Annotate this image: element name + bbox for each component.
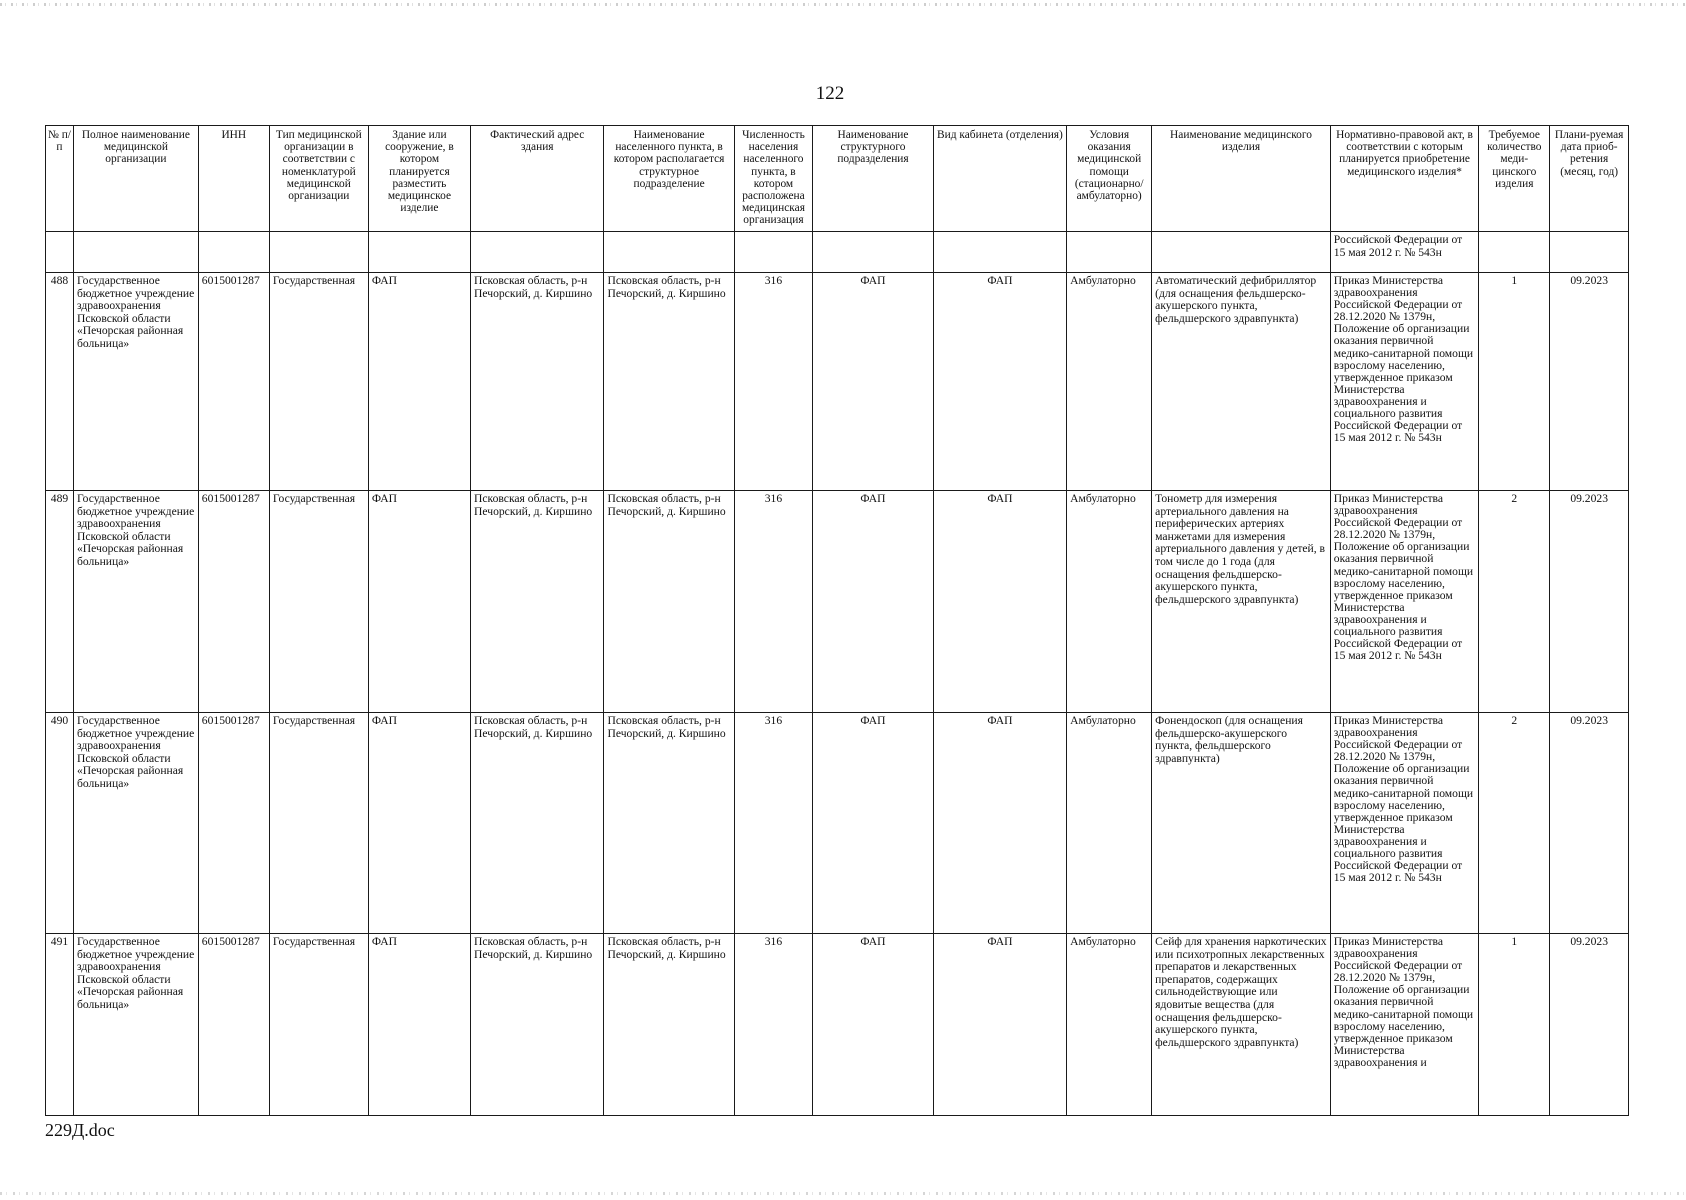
row-conditions: Амбулаторно: [1067, 934, 1152, 1116]
header-conditions: Условия оказания медицинской помощи (стационарно/ амбулаторно): [1067, 126, 1152, 232]
row-cabinet: ФАП: [933, 934, 1066, 1116]
header-cabinet: Вид кабинета (отделения): [933, 126, 1066, 232]
row-building: ФАП: [368, 713, 470, 934]
header-quantity: Требуемое количество меди-цинского изделия: [1479, 126, 1550, 232]
page-number: 122: [815, 83, 845, 104]
row-organization: Государственное бюджетное учреждение здравоохранения Псковской области «Печорская районная больница»: [73, 273, 198, 491]
row-building: ФАП: [368, 934, 470, 1116]
row-quantity: 2: [1479, 713, 1550, 934]
table-row: [46, 273, 1629, 491]
table-row: [46, 713, 1629, 934]
row-organization: Государственное бюджетное учреждение здравоохранения Псковской области «Печорская районная больница»: [73, 713, 198, 934]
row-organization: Государственное бюджетное учреждение здравоохранения Псковской области «Печорская районная больница»: [73, 491, 198, 713]
row-legal-act: Приказ Министерства здравоохранения Российской Федерации от 28.12.2020 № 1379н, Положение об организации оказания первичной медико-санитарной помощи взрослому населению, утвержденное приказом Министерства здравоохранения и: [1330, 934, 1479, 1116]
row-cabinet: ФАП: [933, 491, 1066, 713]
row-org-type: Государственная: [269, 713, 368, 934]
row-num: 491: [46, 934, 74, 1116]
table-row: [46, 934, 1629, 1116]
row-address: Псковская область, р-н Печорский, д. Киршино: [471, 713, 604, 934]
row-settlement: Псковская область, р-н Печорский, д. Киршино: [604, 934, 734, 1116]
row-date: 09.2023: [1550, 934, 1629, 1116]
header-org-type: Тип медицинской организации в соответствии с номенклатурой медицинской организации: [269, 126, 368, 232]
row-building: ФАП: [368, 491, 470, 713]
header-population: Численность населения населенного пункта, в котором расположена медицинская организация: [734, 126, 813, 232]
row-population: 316: [734, 491, 813, 713]
row-inn: 6015001287: [198, 934, 269, 1116]
row-address: Псковская область, р-н Печорский, д. Киршино: [471, 273, 604, 491]
header-num: № п/п: [46, 126, 74, 232]
row-org-type: Государственная: [269, 273, 368, 491]
row-conditions: Амбулаторно: [1067, 491, 1152, 713]
header-subdivision: Наименование структурного подразделения: [813, 126, 934, 232]
header-inn: ИНН: [198, 126, 269, 232]
row-quantity: 1: [1479, 934, 1550, 1116]
continuation-legal-act: Российской Федерации от 15 мая 2012 г. № 543н: [1330, 232, 1479, 273]
scan-artifact-bottom: [0, 1192, 1686, 1195]
row-org-type: Государственная: [269, 934, 368, 1116]
row-num: 490: [46, 713, 74, 934]
row-subdivision: ФАП: [813, 934, 934, 1116]
row-device: Сейф для хранения наркотических или психотропных лекарственных препаратов и лекарственных препаратов, содержащих сильнодействующие или ядовитые вещества (для оснащения фельдшерско-акушерского пункта, фельдшерского здравпункта): [1152, 934, 1331, 1116]
row-conditions: Амбулаторно: [1067, 273, 1152, 491]
row-inn: 6015001287: [198, 273, 269, 491]
header-row: [46, 126, 1629, 232]
header-building: Здание или сооружение, в котором планируется разместить медицинское изделие: [368, 126, 470, 232]
row-subdivision: ФАП: [813, 273, 934, 491]
header-settlement: Наименование населенного пункта, в котором располагается структурное подразделение: [604, 126, 734, 232]
row-conditions: Амбулаторно: [1067, 713, 1152, 934]
row-device: Тонометр для измерения артериального давления на периферических артериях манжетами для измерения артериального давления у детей, в том числе до 1 года (для оснащения фельдшерско-акушерского пункта, фельдшерского здравпункта): [1152, 491, 1331, 713]
row-subdivision: ФАП: [813, 713, 934, 934]
header-organization: Полное наименование медицинской организации: [73, 126, 198, 232]
header-device: Наименование медицинского изделия: [1152, 126, 1331, 232]
row-organization: Государственное бюджетное учреждение здравоохранения Псковской области «Печорская районная больница»: [73, 934, 198, 1116]
row-settlement: Псковская область, р-н Печорский, д. Киршино: [604, 713, 734, 934]
row-address: Псковская область, р-н Печорский, д. Киршино: [471, 934, 604, 1116]
row-legal-act: Приказ Министерства здравоохранения Российской Федерации от 28.12.2020 № 1379н, Положение об организации оказания первичной медико-санитарной помощи взрослому населению, утвержденное приказом Министерства здравоохранения и социального развития Российской Федерации от 15 мая 2012 г. № 543н: [1330, 273, 1479, 491]
continuation-row: [46, 232, 1629, 273]
row-org-type: Государственная: [269, 491, 368, 713]
row-subdivision: ФАП: [813, 491, 934, 713]
row-quantity: 1: [1479, 273, 1550, 491]
header-date: Плани-руемая дата приоб-ретения (месяц, год): [1550, 126, 1629, 232]
row-quantity: 2: [1479, 491, 1550, 713]
row-inn: 6015001287: [198, 713, 269, 934]
row-legal-act: Приказ Министерства здравоохранения Российской Федерации от 28.12.2020 № 1379н, Положение об организации оказания первичной медико-санитарной помощи взрослому населению, утвержденное приказом Министерства здравоохранения и социального развития Российской Федерации от 15 мая 2012 г. № 543н: [1330, 713, 1479, 934]
row-date: 09.2023: [1550, 273, 1629, 491]
row-population: 316: [734, 273, 813, 491]
row-population: 316: [734, 713, 813, 934]
file-name: 229Д.doc: [45, 1120, 115, 1140]
row-device: Фонендоскоп (для оснащения фельдшерско-акушерского пункта, фельдшерского здравпункта): [1152, 713, 1331, 934]
row-settlement: Псковская область, р-н Печорский, д. Киршино: [604, 491, 734, 713]
row-population: 316: [734, 934, 813, 1116]
row-settlement: Псковская область, р-н Печорский, д. Киршино: [604, 273, 734, 491]
header-legal-act: Нормативно-правовой акт, в соответствии с которым планируется приобретение медицинского изделия*: [1330, 126, 1479, 232]
row-date: 09.2023: [1550, 491, 1629, 713]
row-inn: 6015001287: [198, 491, 269, 713]
row-cabinet: ФАП: [933, 273, 1066, 491]
row-num: 488: [46, 273, 74, 491]
row-legal-act: Приказ Министерства здравоохранения Российской Федерации от 28.12.2020 № 1379н, Положение об организации оказания первичной медико-санитарной помощи взрослому населению, утвержденное приказом Министерства здравоохранения и социального развития Российской Федерации от 15 мая 2012 г. № 543н: [1330, 491, 1479, 713]
header-address: Фактический адрес здания: [471, 126, 604, 232]
scan-artifact-top: [0, 3, 1686, 6]
equipment-table: [45, 125, 1629, 1116]
table-row: [46, 491, 1629, 713]
row-date: 09.2023: [1550, 713, 1629, 934]
row-num: 489: [46, 491, 74, 713]
row-cabinet: ФАП: [933, 713, 1066, 934]
row-building: ФАП: [368, 273, 470, 491]
row-address: Псковская область, р-н Печорский, д. Киршино: [471, 491, 604, 713]
row-device: Автоматический дефибриллятор (для оснащения фельдшерско-акушерского пункта, фельдшерского здравпункта): [1152, 273, 1331, 491]
